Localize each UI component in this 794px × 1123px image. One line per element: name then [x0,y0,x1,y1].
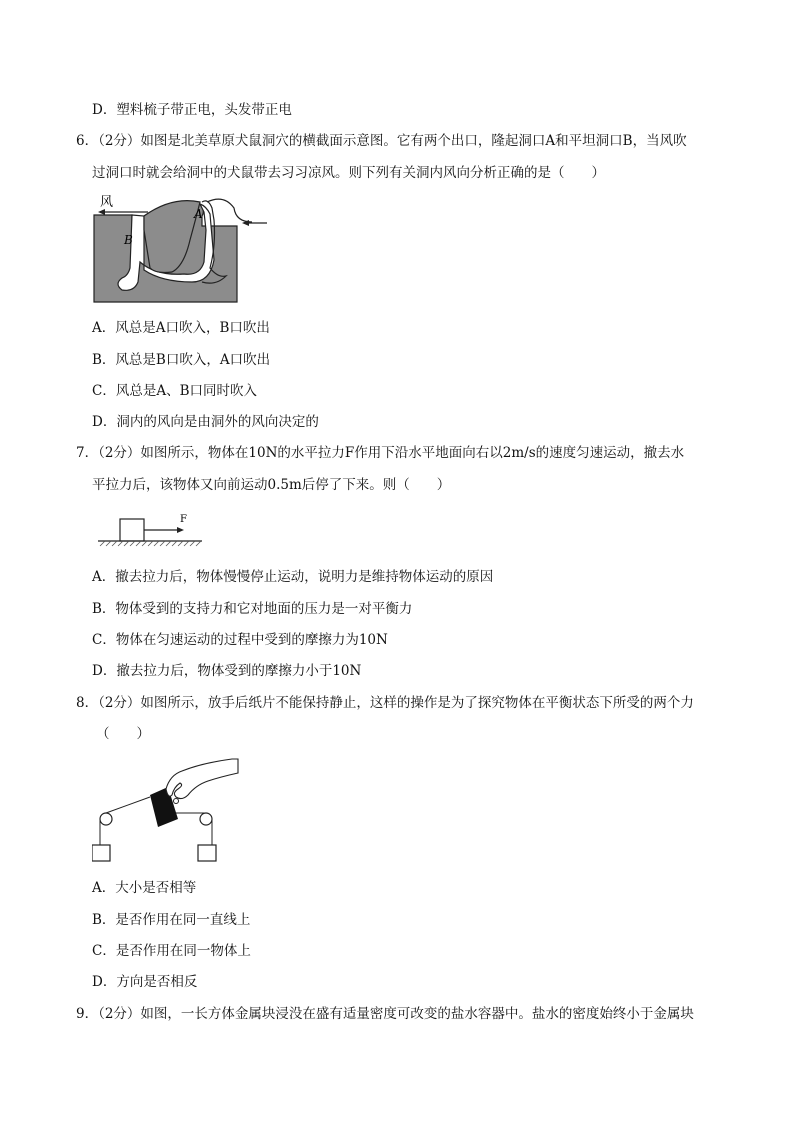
block [120,519,144,541]
paper-card [150,787,178,827]
right-weight [198,845,216,861]
q9-stem-line1: 9．（2分）如图，一长方体金属块浸没在盛有适量密度可改变的盐水容器中。盐水的密度始终小于金属块 [76,1006,694,1022]
q6-option-c: C．风总是A、B口同时吹入 [92,383,257,399]
wind-label: 风 [100,195,114,210]
left-weight [92,845,110,861]
label-b: B [124,233,133,247]
q7-option-c: C．物体在匀速运动的过程中受到的摩擦力为10N [92,632,388,648]
q7-option-a: A．撤去拉力后，物体慢慢停止运动，说明力是维持物体运动的原因 [92,569,494,585]
q7-option-b: B．物体受到的支持力和它对地面的压力是一对平衡力 [92,601,413,617]
prairie-dog-burrow-figure [92,190,272,308]
q5-option-d: D．塑料梳子带正电，头发带正电 [92,102,292,118]
force-arrow-head [177,527,184,533]
finger-tip [174,799,179,804]
ground-hatching [100,541,201,546]
hand [166,759,238,799]
q8-option-c: C．是否作用在同一物体上 [92,943,251,959]
q7-stem-line2: 平拉力后，该物体又向前运动0.5m后停了下来。则（ ） [92,477,451,493]
label-a: A [194,207,203,221]
block-force-figure [96,510,206,552]
q8-stem-line1: 8．（2分）如图所示，放手后纸片不能保持静止，这样的操作是为了探究物体在平衡状态下所受的两个力 [76,695,694,711]
q6-stem-line1: 6．（2分）如图是北美草原犬鼠洞穴的横截面示意图。它有两个出口，隆起洞口A和平坦洞口B，当风吹 [76,133,687,149]
q6-option-a: A．风总是A口吹入，B口吹出 [92,320,270,336]
q6-option-b: B．风总是B口吹入，A口吹出 [92,352,271,368]
right-pulley [200,813,212,825]
q8-option-a: A．大小是否相等 [92,880,197,896]
q8-option-d: D．方向是否相反 [92,974,198,990]
card-pulley-figure [92,755,242,867]
force-label: F [180,514,187,525]
left-pulley [100,813,112,825]
q7-option-d: D．撤去拉力后，物体受到的摩擦力小于10N [92,663,362,679]
q6-stem-line2: 过洞口时就会给洞中的犬鼠带去习习凉风。则下列有关洞内风向分析正确的是（ ） [92,165,605,181]
q7-stem-line1: 7．（2分）如图所示，物体在10N的水平拉力F作用下沿水平地面向右以2m/s的速度匀速运动，撤去水 [76,445,685,461]
q8-stem-line2: （ ） [96,726,150,742]
left-string [106,797,150,813]
q6-option-d: D．洞内的风向是由洞外的风向决定的 [92,414,319,430]
q8-option-b: B．是否作用在同一直线上 [92,912,251,928]
